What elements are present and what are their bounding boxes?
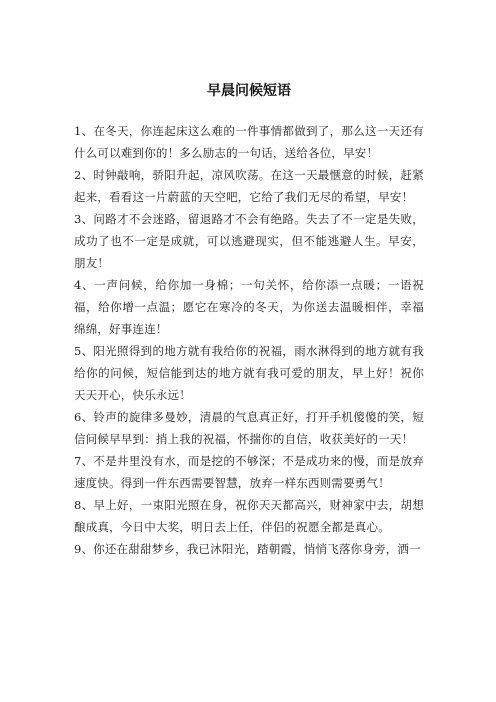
paragraph-5: 5、阳光照得到的地方就有我给你的祝福，雨水淋得到的地方就有我给你的问候，短信能到达的地方就有我可爱的朋友，早上好！祝你天天开心，快乐永远！ (74, 344, 424, 402)
paragraph-2: 2、时钟敲响，骄阳升起，凉风吹荡。在这一天最惬意的时候，赶紧起来，看看这一片蔚蓝的天空吧，它给了我们无尽的希望，早安！ (74, 168, 424, 204)
paragraph-6: 6、铃声的旋律多曼妙，清晨的气息真正好，打开手机傻傻的笑，短信问候早早到：捎上我的祝福，怀揣你的自信，收获美好的一天！ (74, 410, 424, 446)
paragraph-7: 7、不是井里没有水，而是挖的不够深；不是成功来的慢，而是放弃速度快。得到一件东西需要智慧，放弃一样东西则需要勇气！ (74, 454, 424, 490)
paragraph-3: 3、问路才不会迷路，留退路才不会有绝路。失去了不一定是失败，成功了也不一定是成就，可以逃避现实，但不能逃避人生。早安，朋友！ (74, 212, 424, 270)
paragraph-8: 8、早上好，一束阳光照在身，祝你天天都高兴，财神家中去，胡想酿成真，今日中大奖，明日去上任，伴侣的祝愿全都是真心。 (74, 498, 424, 534)
paragraph-9: 9、你还在甜甜梦乡，我已沐阳光，踏朝霞，悄悄飞落你身旁，洒一 (74, 542, 421, 556)
paragraph-1: 1、在冬天，你连起床这么难的一件事情都做到了，那么这一天还有什么可以难到你的！多么励志的一句话，送给各位，早安！ (74, 124, 424, 160)
document-title: 早晨问候短语 (207, 83, 291, 99)
paragraph-4: 4、一声问候，给你加一身棉；一句关怀，给你添一点暖；一语祝福，给你增一点温；愿它在寒冷的冬天，为你送去温暖相伴，幸福绵绵，好事连连！ (74, 278, 424, 336)
